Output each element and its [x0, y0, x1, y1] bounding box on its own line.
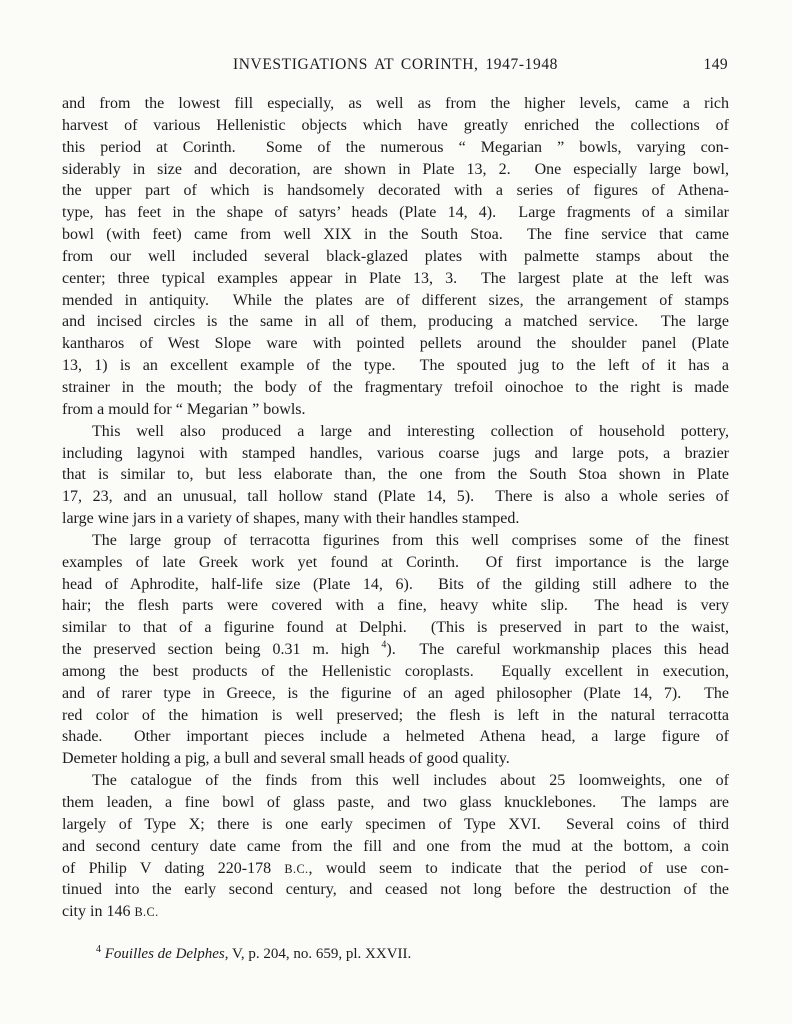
- text-line: [62, 115, 729, 137]
- text-line: [62, 443, 729, 465]
- text-line: [62, 355, 729, 377]
- text-line: [62, 617, 729, 639]
- text-run: ). The careful workmanship places this head: [386, 641, 729, 659]
- text-run: bowl (with feet) came from well XIX in the South Stoa. The fine service that came: [62, 226, 729, 244]
- text-run: head of Aphrodite, half-life size (Plate 14, 6). Bits of the gilding still adhere to the: [62, 575, 729, 593]
- text-run: siderably in size and decoration, are shown in Plate 13, 2. One especially large bowl,: [62, 160, 729, 178]
- page-header: [62, 57, 729, 77]
- text-run: largely of Type X; there is one early specimen of Type XVI. Several coins of third: [62, 815, 729, 833]
- text-line: [62, 683, 729, 705]
- text-run: including lagynoi with stamped handles, various coarse jugs and large pots, a brazier: [62, 444, 729, 462]
- text-run: kantharos of West Slope ware with pointed pellets around the shoulder panel (Plate: [62, 335, 729, 353]
- text-line: [62, 246, 729, 268]
- text-run: red color of the himation is well preserved; the flesh is left in the natural terracotta: [62, 706, 729, 724]
- text-run: and incised circles is the same in all of them, producing a matched service. The large: [62, 313, 729, 331]
- text-run: 17, 23, and an unusual, tall hollow stand (Plate 14, 5). There is also a whole series of: [62, 488, 729, 506]
- text-run: examples of late Greek work yet found at Corinth. Of first importance is the large: [62, 553, 729, 571]
- text-line: [62, 333, 729, 355]
- text-run: from a mould for “ Megarian ” bowls.: [62, 400, 306, 418]
- text-line: [62, 399, 729, 421]
- text-line: [62, 552, 729, 574]
- text-run: the preserved section being 0.31 m. high: [62, 641, 382, 659]
- text-run: 13, 1) is an excellent example of the type. The spouted jug to the left of it has a: [62, 357, 729, 375]
- text-run: from our well included several black-glazed plates with palmette stamps about the: [62, 247, 729, 265]
- text-line: [62, 770, 729, 792]
- text-line: [62, 814, 729, 836]
- text-line: [62, 661, 729, 683]
- text-run: , V, p. 204, no. 659, pl. XXVII.: [224, 946, 412, 962]
- text-run: Demeter holding a pig, a bull and several small heads of good quality.: [62, 750, 510, 768]
- text-line: [62, 202, 729, 224]
- text-line: [62, 464, 729, 486]
- text-run: , would seem to indicate that the period of use con-: [308, 859, 729, 877]
- body-text: [62, 93, 729, 923]
- text-line: [62, 836, 729, 858]
- text-line: [62, 311, 729, 333]
- text-run: this period at Corinth. Some of the numerous “ Megarian ” bowls, varying con-: [62, 138, 729, 156]
- text-line: [62, 508, 729, 530]
- text-line: [62, 421, 729, 443]
- text-run: large wine jars in a variety of shapes, many with their handles stamped.: [62, 510, 520, 528]
- page-number: 149: [703, 56, 728, 73]
- text-run: among the best products of the Hellenistic coroplasts. Equally excellent in execution,: [62, 662, 729, 680]
- text-run: B.C.: [134, 905, 159, 920]
- text-run: This well also produced a large and interesting collection of household pottery,: [92, 422, 729, 440]
- text-run: the upper part of which is handsomely decorated with a series of figures of Athena-: [62, 182, 729, 200]
- text-run: mended in antiquity. While the plates are of different sizes, the arrangement of stamps: [62, 291, 729, 309]
- text-run: hair; the flesh parts were covered with a fine, heavy white slip. The head is very: [62, 597, 729, 615]
- text-run: and second century date came from the fill and one from the mud at the bottom, a coin: [62, 837, 729, 855]
- text-line: [62, 879, 729, 901]
- text-run: and of rarer type in Greece, is the figurine of an aged philosopher (Plate 14, 7). The: [62, 684, 729, 702]
- text-run: city in 146: [62, 903, 135, 921]
- text-line: [62, 93, 729, 115]
- text-run: strainer in the mouth; the body of the fragmentary trefoil oinochoe to the right is made: [62, 378, 729, 396]
- text-run: shade. Other important pieces include a helmeted Athena head, a large figure of: [62, 728, 729, 746]
- text-run: of Philip V dating 220-178: [62, 859, 285, 877]
- text-run: Fouilles de Delphes: [104, 946, 225, 962]
- text-run: harvest of various Hellenistic objects which have greatly enriched the collections of: [62, 116, 729, 134]
- page-title: INVESTIGATIONS AT CORINTH, 1947-1948: [232, 56, 559, 73]
- text-run: 4: [381, 639, 387, 651]
- text-line: [62, 224, 729, 246]
- text-line: [62, 858, 729, 880]
- text-line: [62, 268, 729, 290]
- footnote-text: [62, 944, 729, 964]
- text-line: [62, 748, 729, 770]
- text-line: [62, 159, 729, 181]
- text-line: [62, 180, 729, 202]
- text-line: [62, 574, 729, 596]
- text-run: that is similar to, but less elaborate than, the one from the South Stoa shown in Plate: [62, 466, 729, 484]
- footnote: [62, 944, 729, 964]
- text-run: B.C.: [284, 861, 309, 876]
- text-run: type, has feet in the shape of satyrs’ heads (Plate 14, 4). Large fragments of a similar: [62, 204, 729, 222]
- text-run: tinued into the early second century, and ceased not long before the destruction of the: [62, 881, 729, 899]
- text-line: [62, 792, 729, 814]
- text-run: similar to that of a figurine found at Delphi. (This is preserved in part to the waist,: [62, 619, 729, 637]
- text-line: [62, 901, 729, 923]
- text-run: The catalogue of the finds from this well includes about 25 loomweights, one of: [92, 772, 729, 790]
- text-line: [62, 639, 729, 661]
- text-line: [62, 137, 729, 159]
- text-line: [62, 530, 729, 552]
- text-line: [62, 726, 729, 748]
- text-line: [62, 595, 729, 617]
- text-line: [62, 705, 729, 727]
- text-line: [62, 377, 729, 399]
- text-run: them leaden, a fine bowl of glass paste, and two glass knucklebones. The lamps are: [62, 794, 729, 811]
- text-run: center; three typical examples appear in Plate 13, 3. The largest plate at the left was: [62, 269, 729, 287]
- text-run: 4: [96, 944, 101, 955]
- text-run: and from the lowest fill especially, as well as from the higher levels, came a rich: [62, 95, 729, 112]
- text-line: [62, 486, 729, 508]
- text-run: The large group of terracotta figurines from this well comprises some of the finest: [92, 531, 729, 549]
- text-line: [62, 290, 729, 312]
